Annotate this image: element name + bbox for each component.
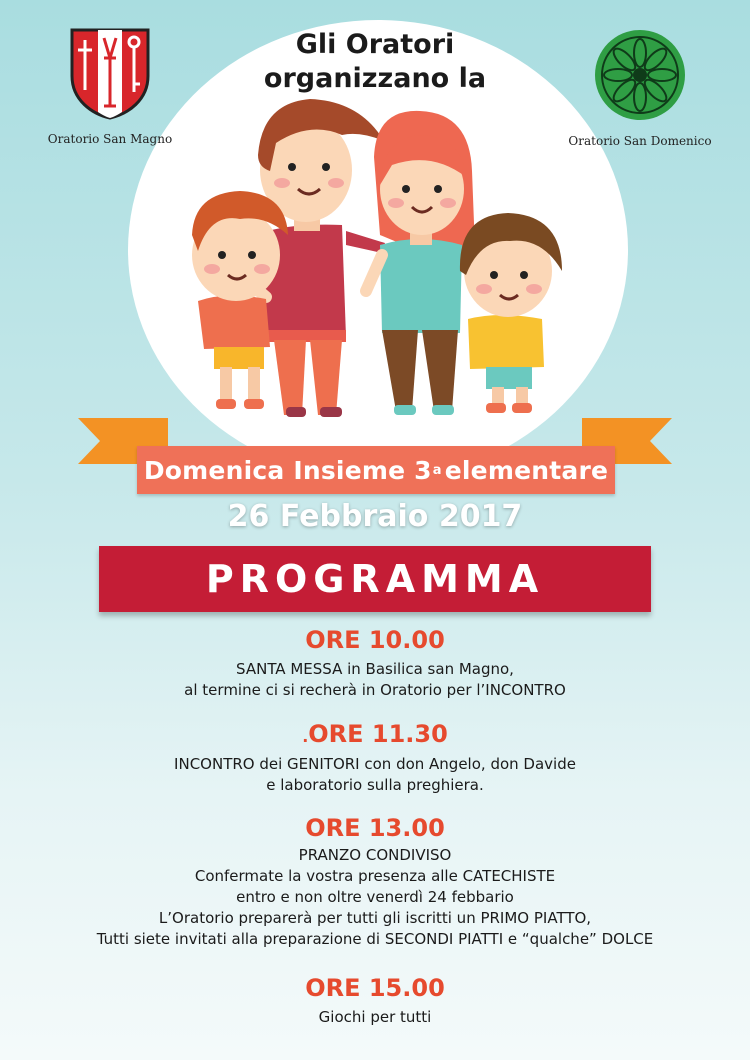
schedule-time: ORE 10.00 (305, 626, 445, 654)
san-domenico-rose-window-icon (593, 28, 687, 122)
schedule-line: Confermate la vostra presenza alle CATECHISTE (194, 867, 556, 885)
logo-san-magno (40, 28, 180, 146)
schedule-line: Giochi per tutti (318, 1008, 432, 1026)
schedule-line: e laboratorio sulla preghiera. (266, 776, 484, 794)
schedule-line: INCONTRO dei GENITORI con don Angelo, don Davide (174, 755, 576, 773)
schedule-line: L’Oratorio preparerà per tutti gli iscritti un PRIMO PIATTO, (158, 909, 592, 927)
logo-san-domenico (560, 28, 720, 148)
schedule-line: SANTA MESSA in Basilica san Magno, (236, 660, 514, 678)
banner-main-text: Domenica Insieme 3 (143, 455, 432, 485)
banner-end-text: elementare (444, 455, 609, 485)
logo-right-caption: Oratorio San Domenico (568, 134, 712, 148)
schedule-item-3 (0, 813, 750, 950)
programma-banner: PROGRAMMA (99, 546, 651, 612)
schedule-line: al termine ci si recherà in Oratorio per l’INCONTRO (184, 681, 566, 699)
boy-right-figure (460, 213, 562, 413)
schedule-time-row (0, 719, 750, 752)
event-banner (137, 446, 615, 494)
schedule-line: PRANZO CONDIVISO (298, 846, 452, 864)
schedule-item-2 (0, 719, 750, 796)
title-line-2: organizzano la (263, 63, 487, 94)
schedule-time: ORE 11.30 (308, 720, 448, 748)
schedule-item-4 (0, 973, 750, 1028)
logo-left-caption: Oratorio San Magno (47, 132, 173, 146)
mom-figure (366, 111, 476, 415)
schedule-time: ORE 13.00 (305, 814, 445, 842)
schedule-line: Tutti siete invitati alla preparazione di SECONDI PIATTI e “qualche” DOLCE (96, 930, 654, 948)
san-magno-crest-icon (70, 28, 150, 120)
schedule-prefix: . (302, 727, 309, 746)
schedule-line: entro e non oltre venerdì 24 febbario (236, 888, 514, 906)
schedule-time: ORE 15.00 (305, 974, 445, 1002)
family-illustration (170, 85, 580, 425)
title-line-1: Gli Oratori (295, 29, 455, 60)
schedule-item-1 (0, 625, 750, 701)
event-date: 26 Febbraio 2017 (227, 499, 523, 534)
banner-superscript: a (432, 462, 442, 478)
